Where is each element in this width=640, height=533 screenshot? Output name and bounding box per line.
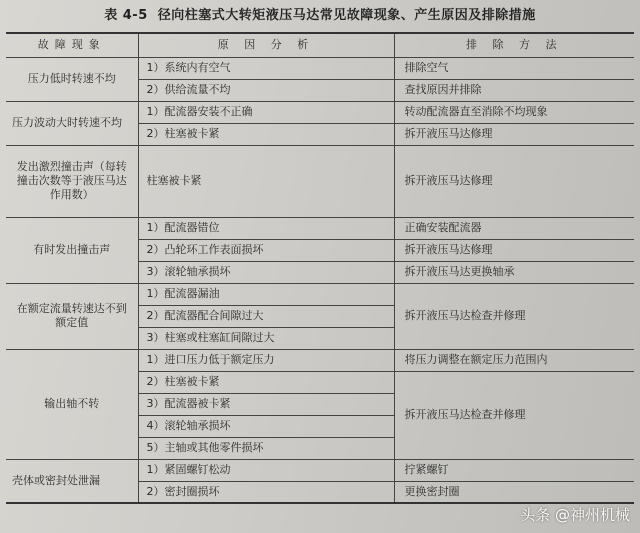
cause-cell: 1）进口压力低于额定压力 xyxy=(138,349,394,371)
header-fix: 排 除 方 法 xyxy=(394,33,634,57)
fix-cell: 拆开液压马达更换轴承 xyxy=(394,261,634,283)
cause-cell: 柱塞被卡紧 xyxy=(138,145,394,217)
cause-cell: 3）配流器被卡紧 xyxy=(138,393,394,415)
table-title xyxy=(0,4,640,23)
cause-cell: 2）柱塞被卡紧 xyxy=(138,123,394,145)
symptom-cell: 输出轴不转 xyxy=(6,349,138,459)
fix-cell: 正确安装配流器 xyxy=(394,217,634,239)
cause-cell: 1）配流器漏油 xyxy=(138,283,394,305)
fix-cell: 转动配流器直至消除不均现象 xyxy=(394,101,634,123)
table-row xyxy=(6,145,634,217)
fix-cell: 排除空气 xyxy=(394,57,634,79)
header-cause: 原 因 分 析 xyxy=(138,33,394,57)
symptom-cell: 在额定流量转速达不到额定值 xyxy=(6,283,138,349)
table-title-text: 径向柱塞式大转矩液压马达常见故障现象、产生原因及排除措施 xyxy=(157,8,536,23)
fix-cell: 拆开液压马达修理 xyxy=(394,123,634,145)
fix-cell: 拆开液压马达修理 xyxy=(394,239,634,261)
table-row xyxy=(6,57,634,79)
fault-table xyxy=(6,32,634,504)
header-row xyxy=(6,33,634,57)
table-number: 表 4-5 xyxy=(104,8,148,23)
fix-cell: 拧紧螺钉 xyxy=(394,459,634,481)
fix-cell: 拆开液压马达检查并修理 xyxy=(394,283,634,349)
cause-cell: 2）配流器配合间隙过大 xyxy=(138,305,394,327)
cause-cell: 2）密封圈损坏 xyxy=(138,481,394,503)
fix-cell: 查找原因并排除 xyxy=(394,79,634,101)
cause-cell: 2）柱塞被卡紧 xyxy=(138,371,394,393)
fix-cell: 拆开液压马达修理 xyxy=(394,145,634,217)
symptom-cell: 有时发出撞击声 xyxy=(6,217,138,283)
cause-cell: 1）配流器安装不正确 xyxy=(138,101,394,123)
fix-cell: 拆开液压马达检查并修理 xyxy=(394,371,634,459)
table-row xyxy=(6,459,634,481)
cause-cell: 1）紧固螺钉松动 xyxy=(138,459,394,481)
header-symptom: 故障现象 xyxy=(6,33,138,57)
symptom-cell: 发出激烈撞击声（每转撞击次数等于液压马达作用数） xyxy=(6,145,138,217)
table-row xyxy=(6,217,634,239)
table-row xyxy=(6,283,634,305)
table-row xyxy=(6,349,634,371)
fix-cell: 将压力调整在额定压力范围内 xyxy=(394,349,634,371)
symptom-cell: 压力波动大时转速不均 xyxy=(6,101,138,145)
symptom-cell: 压力低时转速不均 xyxy=(6,57,138,101)
cause-cell: 1）系统内有空气 xyxy=(138,57,394,79)
cause-cell: 5）主轴或其他零件损坏 xyxy=(138,437,394,459)
cause-cell: 3）滚轮轴承损坏 xyxy=(138,261,394,283)
cause-cell: 3）柱塞或柱塞缸间隙过大 xyxy=(138,327,394,349)
watermark-text: 头条 @神州机械 xyxy=(520,506,630,524)
fix-cell: 更换密封圈 xyxy=(394,481,634,503)
symptom-cell: 壳体或密封处泄漏 xyxy=(6,459,138,503)
cause-cell: 1）配流器错位 xyxy=(138,217,394,239)
cause-cell: 2）供给流量不均 xyxy=(138,79,394,101)
cause-cell: 2）凸轮环工作表面损坏 xyxy=(138,239,394,261)
cause-cell: 4）滚轮轴承损坏 xyxy=(138,415,394,437)
table-row xyxy=(6,101,634,123)
